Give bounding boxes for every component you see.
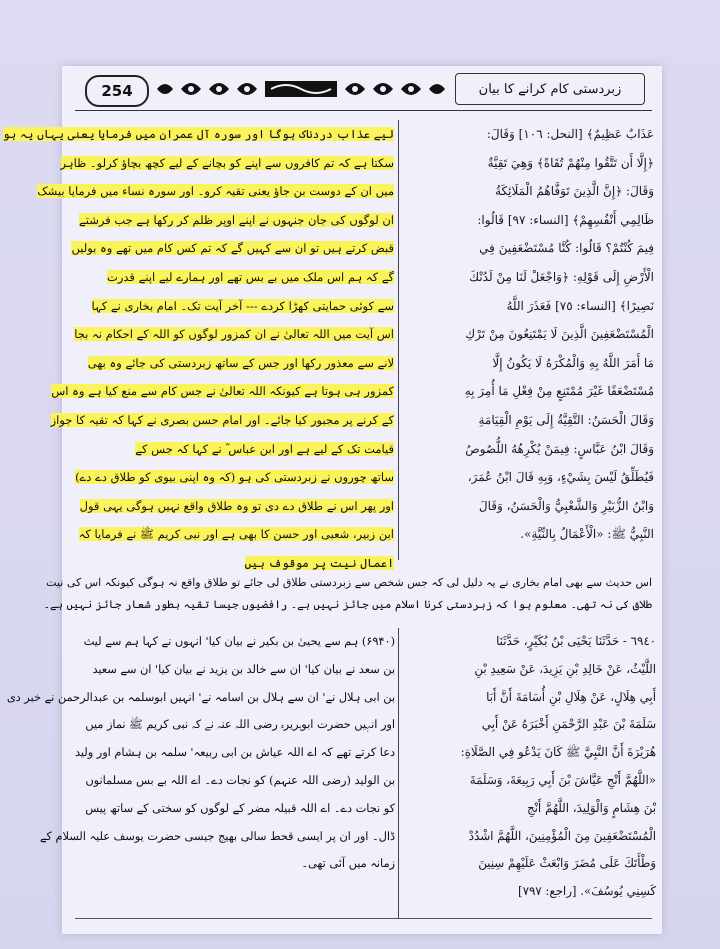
text-line: سَلَمَةَ بْنَ عَبْدِ الرَّحْمَنِ أَخْبَرَهُ عَنْ أَبِي xyxy=(481,717,656,732)
urdu-translation-hadith xyxy=(6,628,395,878)
text-line: بن ابی ہلال نے' ان سے ہلال بن اسامہ نے' انہیں ابوسلمہ بن عبدالرحمن نے خبر دی xyxy=(6,690,395,704)
text-line: الْمُسْتَضْعَفِينَ الَّذِينَ لَا يَمْتَنِعُونَ مِنْ تَرْكِ xyxy=(465,327,654,342)
text-line: نَصِيرًا﴾ [النساء: ٧٥] فَعَذَرَ اللَّهُ xyxy=(506,298,654,313)
text-line: بن الولید (رضی اللہ عنہم) کو نجات دے۔ اے اللہ بے بس مسلمانوں xyxy=(85,773,395,787)
text-line: ظَالِمِي أَنْفُسِهِمْ﴾ [النساء: ٩٧] قَالُوا: xyxy=(477,212,654,227)
text-line: سکتا ہے کہ تم کافروں سے اپنے کو بچانے کے لیے کچھ بچاؤ کرلو۔ ظاہر xyxy=(60,155,394,170)
page-header xyxy=(75,71,650,111)
text-line: گے کہ ہم اس ملک میں بے بس تھے اور ہمارے لیے اپنے قدرت xyxy=(107,269,394,284)
text-line: فِيمَ كُنْتُمْ؟ قَالُوا: كُنَّا مُسْتَضْعَفِينَ فِي xyxy=(479,241,654,256)
text-line: کے کرنے پر مجبور کیا جائے۔ اور امام حسن بصری نے کہا کہ تقیہ کا جواز xyxy=(50,412,394,427)
text-line: بن سعد نے بیان کیا' ان سے خالد بن یزید نے بیان کیا' ان سے سعید xyxy=(92,662,395,676)
text-line: وَقَالَ ابْنُ عَبَّاسٍ: فِيمَنْ يُكْرِهُهُ اللُّصُوصُ xyxy=(465,441,654,456)
text-line: وَقَالَ الْحَسَنُ: التَّقِيَّةُ إِلَى يَوْمِ الْقِيَامَةِ xyxy=(478,412,654,427)
footer-rule xyxy=(75,918,652,919)
text-line: طلاق کی نہ تھی۔ معلوم ہوا کہ زبردستی کرنا اسلام میں جائز نہیں ہے۔ رافضیوں جیسا تقیہ بطور شعار جائز نہیں ہے۔ xyxy=(43,598,652,611)
text-line: عَذَابٌ عَظِيمٌ﴾ [النحل: ١٠٦] وَقَالَ: xyxy=(486,127,654,141)
text-line: (۶۹۴۰) ہم سے یحییٰ بن بکیر نے بیان کیا' انہوں نے کہا ہم سے لیث xyxy=(83,635,395,648)
text-line: مُسْتَضْعَفًا غَيْرَ مُمْتَنِعٍ مِنْ فِعْلِ مَا أُمِرَ بِهِ xyxy=(464,384,654,399)
text-line: اور پھر اس نے طلاق دے دی تو وہ طلاق واقع نہیں ہوگی یہی قول xyxy=(79,498,394,513)
text-line: اس آیت میں اللہ تعالیٰ نے ان کمزور لوگوں کو اللہ کے احکام نہ بجا xyxy=(74,327,394,342)
column-divider-top xyxy=(398,120,399,560)
ornament-border-icon xyxy=(151,77,451,101)
text-line: الْأَرْضِ إِلَى قَوْلِهِ: ﴿وَاجْعَلْ لَنَا مِنْ لَدُنْكَ xyxy=(469,269,654,284)
urdu-translation-top xyxy=(2,120,394,578)
text-line: ﴿إِلَّا أَن تَتَّقُوا مِنْهُمْ تُقَاةً﴾ وَهِيَ تَقِيَّةٌ xyxy=(487,155,654,170)
text-line: اللَّيْثُ، عَنْ خَالِدِ بْنِ يَزِيدَ، عَنْ سَعِيدِ بْنِ xyxy=(474,661,656,676)
text-line: زمانہ میں آئی تھی۔ xyxy=(301,857,395,871)
text-line: قبض کرتے ہیں تو ان سے کہیں گے کہ تم کس کام میں تھے وہ بولیں xyxy=(71,241,394,256)
text-line: اور انہیں حضرت ابوہریرہ رضی اللہ عنہ نے کہ نبی کریم ﷺ نماز میں xyxy=(85,718,395,732)
text-line: کو نجات دے۔ اے اللہ قبیلہ مضر کے لوگوں کو سختی کے ساتھ پیس xyxy=(85,801,395,815)
text-line: مَا أَمَرَ اللَّهُ بِهِ وَالْمُكْرَهُ لَا يَكُونُ إِلَّا xyxy=(492,355,654,370)
text-line: اعمال نیت پر موقوف ہیں xyxy=(244,555,394,570)
text-line: أَبِي هِلَالٍ، عَنْ هِلَالِ بْنِ أُسَامَةَ أَنَّ أَبَا xyxy=(486,689,656,704)
text-line: لیے عذاب دردناک ہوگا اور سورہ آل عمران میں فرمایا یعنی یہاں یہ ہو xyxy=(2,127,394,141)
text-line: ٦٩٤٠ - حَدَّثَنَا يَحْيَى بْنُ بُكَيْرٍ، حَدَّثَنَا xyxy=(496,634,656,648)
text-line: ان لوگوں کی جان جنہوں نے اپنے اوپر ظلم کر رکھا ہے جب فرشتے xyxy=(79,212,394,227)
text-line: لانے سے معذور رکھا اور جس کے ساتھ زبردستی کی جائے وہ بھی xyxy=(87,355,394,370)
text-line: کمزور ہی ہوتا ہے کیونکہ اللہ تعالیٰ نے جس کام سے منع کیا ہے وہ اس xyxy=(51,384,394,399)
text-line: وَقَالَ: ﴿إِنَّ الَّذِينَ تَوَفَّاهُمُ الْمَلَائِكَةُ xyxy=(495,184,654,199)
text-line: الْمُسْتَضْعَفِينَ مِنَ الْمُؤْمِنِينَ، اللَّهُمَّ اشْدُدْ xyxy=(468,828,656,843)
text-line: ابن زبیر، شعبی اور حسن کا بھی ہے اور نبی کریم ﷺ نے فرمایا کہ xyxy=(78,527,394,542)
text-line: میں ان کے دوست بن جاؤ یعنی تقیہ کرو۔ اور سورہ نساء میں فرمایا بیشک xyxy=(37,184,394,199)
text-line: قیامت تک کے لیے ہے اور ابن عباس ؓ نے کہا کہ جس کے xyxy=(135,441,394,456)
text-line: النَّبِيُّ ﷺ: «الْأَعْمَالُ بِالنِّيَّةِ». xyxy=(520,527,654,542)
column-divider-bottom xyxy=(398,628,399,918)
text-line: سے کوئی حمایتی کھڑا کردے --- آخر آیت تک۔ امام بخاری نے کہا xyxy=(91,298,394,313)
text-line: دعا کرتے تھے کہ اے اللہ عیاش بن ابی ربیعہ' سلمہ بن ہشام اور ولید xyxy=(74,746,395,760)
text-line: وَطْأَتَكَ عَلَى مُضَرَ وَابْعَثْ عَلَيْهِمْ سِنِينَ xyxy=(478,856,656,871)
page-number: 254 xyxy=(85,75,149,107)
arabic-text-top xyxy=(404,120,654,549)
text-line: فَيُطَلِّقُ لَيْسَ بِشَيْءٍ، وَبِهِ قَالَ ابْنُ عُمَرَ، xyxy=(467,470,654,485)
explanatory-note xyxy=(43,572,652,616)
text-line: هُرَيْرَةَ أَنَّ النَّبِيَّ ﷺ كَانَ يَدْعُو فِي الصَّلَاةِ: xyxy=(460,745,656,760)
text-line: وَابْنُ الزُّبَيْرِ وَالشَّعْبِيُّ وَالْحَسَنُ، وَقَالَ xyxy=(478,498,654,513)
header-rule xyxy=(75,110,652,111)
text-line: ڈال۔ اور ان پر ایسی قحط سالی بھیج جیسی حضرت یوسف علیہ السلام کے xyxy=(39,829,395,843)
chapter-title: زبردستی کام کرانے کا بیان xyxy=(455,73,645,105)
text-line: كَسِنِي يُوسُفَ». [راجع: ٧٩٧] xyxy=(518,884,656,899)
arabic-hadith xyxy=(404,628,656,906)
text-line: ساتھ چوروں نے زبردستی کی ہو (کہ وہ اپنی بیوی کو طلاق دے دے) xyxy=(75,470,394,485)
text-line: بْنَ هِشَامٍ وَالْوَلِيدَ، اللَّهُمَّ أَنْجِ xyxy=(527,800,656,815)
text-line: اس حدیث سے بھی امام بخاری نے یہ دلیل لی کہ جس شخص سے زبردستی طلاق لی جائے تو طلاق واقع نہ ہوگی کیونکہ اس کی نیت xyxy=(46,576,652,589)
text-line: «اللَّهُمَّ أَنْجِ عَيَّاشَ بْنَ أَبِي رَبِيعَةَ، وَسَلَمَةَ xyxy=(469,772,656,787)
